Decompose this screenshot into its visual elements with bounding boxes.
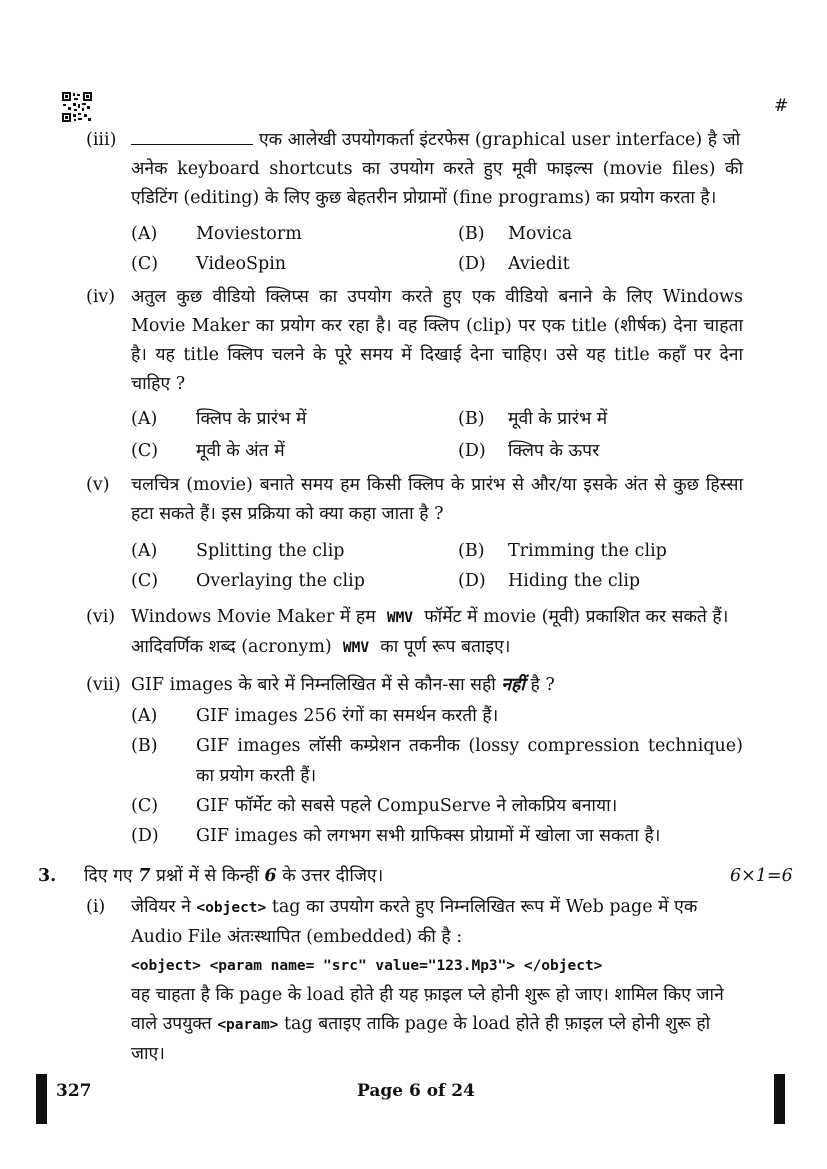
page-number: Page 6 of 24 [357,1081,475,1101]
question-3-instruction: दिए गए 7 प्रश्नों में से किन्हीं 6 के उत्तर दीजिए। [84,866,384,886]
question-number: (iv) [86,287,116,307]
option-label: (D) [458,441,486,461]
code-wmv: WMV [342,640,370,656]
option-text: Splitting the clip [196,541,345,561]
question-number: (v) [86,475,110,495]
option-text: Overlaying the clip [196,571,365,591]
code-param-tag: <param> [217,1017,279,1033]
emphasis-not: नहीं [501,675,525,695]
option-label: (A) [131,409,158,429]
question-text: का पूर्ण रूप बताइए। [380,637,511,657]
emphasis-number: 6 [264,866,277,886]
answer-blank [131,128,253,145]
option-text: क्लिप के ऊपर [508,441,600,461]
option-label: (C) [131,441,159,461]
footer-bar-left [36,1074,47,1124]
question-line: हटा सकते हैं। इस प्रक्रिया को क्या कहा जाता है ? [131,504,444,524]
code-snippet: <object> <param name= "src" value="123.Mp3"> </object> [131,958,603,974]
question-line: चाहिए ? [131,374,186,394]
marks-label: 6×1=6 [730,866,793,886]
option-label: (D) [131,826,159,846]
question-iii-text [131,126,743,213]
option-text: VideoSpin [196,254,287,274]
question-text: Windows Movie Maker में हम [131,607,376,627]
option-text: मूवी के अंत में [196,441,285,461]
question-number: (i) [86,897,106,917]
option-label: (A) [131,541,158,561]
question-line: Audio File अंतःस्थापित (embedded) की है : [131,927,463,947]
option-label: (B) [458,409,485,429]
option-label: (C) [131,796,159,816]
option-text: GIF images लॉसी कम्प्रेशन तकनीक (lossy compression technique) का प्रयोग करती हैं। [196,736,743,786]
question-number: 3. [38,866,57,886]
question-line: है। यह title क्लिप चलने के पूरे समय में दिखाई देना चाहिए। उसे यह title कहाँ पर देना [131,345,743,365]
option-label: (D) [458,571,486,591]
option-label: (B) [458,224,485,244]
question-number: (iii) [86,130,117,150]
question-line: एक आलेखी उपयोगकर्ता इंटरफेस (graphical user interface) है जो [259,130,741,150]
question-iv-text [131,283,743,399]
footer-bar-right [774,1074,785,1124]
option-label: (A) [131,224,158,244]
option-label: (C) [131,571,159,591]
option-text: Moviestorm [196,224,302,244]
question-3i-text: जेवियर ने <object> tag का उपयोग करते हुए निम्नलिखित रूप में Web page में एक Audio File अंतःस्थापित (embedded) की है : <object> <param name= "src" value="123.Mp3"> </object> वह चाहता है कि page के load होते ही यह फ़ाइल प्ले होनी शुरू हो जाए। शामिल किए जाने वाले उपयुक्त <param> tag बताइए ताकि page के load होते ही फ़ाइल प्ले होनी शुरू हो जाए। [131,893,743,1069]
question-line: चलचित्र (movie) बनाते समय हम किसी क्लिप के प्रारंभ से और/या इसके अंत से कुछ हिस्सा [131,475,743,495]
question-v-text [131,471,743,529]
question-line: एडिटिंग (editing) के लिए कुछ बेहतरीन प्रोग्रामों (fine programs) का प्रयोग करता है। [131,188,717,208]
option-text: क्लिप के प्रारंभ में [196,409,307,429]
page-hash-mark: # [774,96,789,116]
option-label: (A) [131,706,158,726]
option-text: Aviedit [508,254,570,274]
question-vii-text [131,671,743,700]
option-text: Hiding the clip [508,571,641,591]
emphasis-number: 7 [138,866,151,886]
option-text: मूवी के प्रारंभ में [508,409,608,429]
option-label: (D) [458,254,486,274]
option-text: Trimming the clip [508,541,667,561]
question-line: वह चाहता है कि page के load होते ही यह फ़ाइल प्ले होनी शुरू हो जाए। शामिल किए जाने [131,985,724,1005]
code-wmv: WMV [386,610,414,626]
question-line: जाए। [131,1044,165,1064]
option-text: GIF फॉर्मेट को सबसे पहले CompuServe ने लोकप्रिय बनाया। [196,796,618,816]
option-label: (B) [131,736,158,756]
option-text: Movica [508,224,573,244]
question-text: GIF images के बारे में निम्नलिखित में से कौन-सा सही [131,675,496,695]
code-object-tag: <object> [196,900,267,916]
paper-code: 327 [56,1081,92,1101]
question-number: (vii) [86,675,121,695]
question-line: अतुल कुछ वीडियो क्लिप्स का उपयोग करते हुए एक वीडियो बनाने के लिए Windows [131,287,743,307]
question-text: है ? [530,675,555,695]
question-vi-text [131,603,743,663]
option-label: (B) [458,541,485,561]
question-line: Movie Maker का प्रयोग कर रहा है। वह क्लिप (clip) पर एक title (शीर्षक) देना चाहता [131,316,743,336]
option-text: GIF images 256 रंगों का समर्थन करती हैं। [196,706,499,726]
question-number: (vi) [86,607,116,627]
question-text: फॉर्मेट में movie (मूवी) प्रकाशित कर सकते हैं। [424,607,729,627]
question-text: आदिवर्णिक शब्द (acronym) [131,637,332,657]
qr-code-icon [62,92,92,122]
question-line: अनेक keyboard shortcuts का उपयोग करते हुए मूवी फाइल्स (movie files) की [131,159,743,179]
option-text: GIF images को लगभग सभी ग्राफिक्स प्रोग्रामों में खोला जा सकता है। [196,826,661,846]
option-label: (C) [131,254,159,274]
